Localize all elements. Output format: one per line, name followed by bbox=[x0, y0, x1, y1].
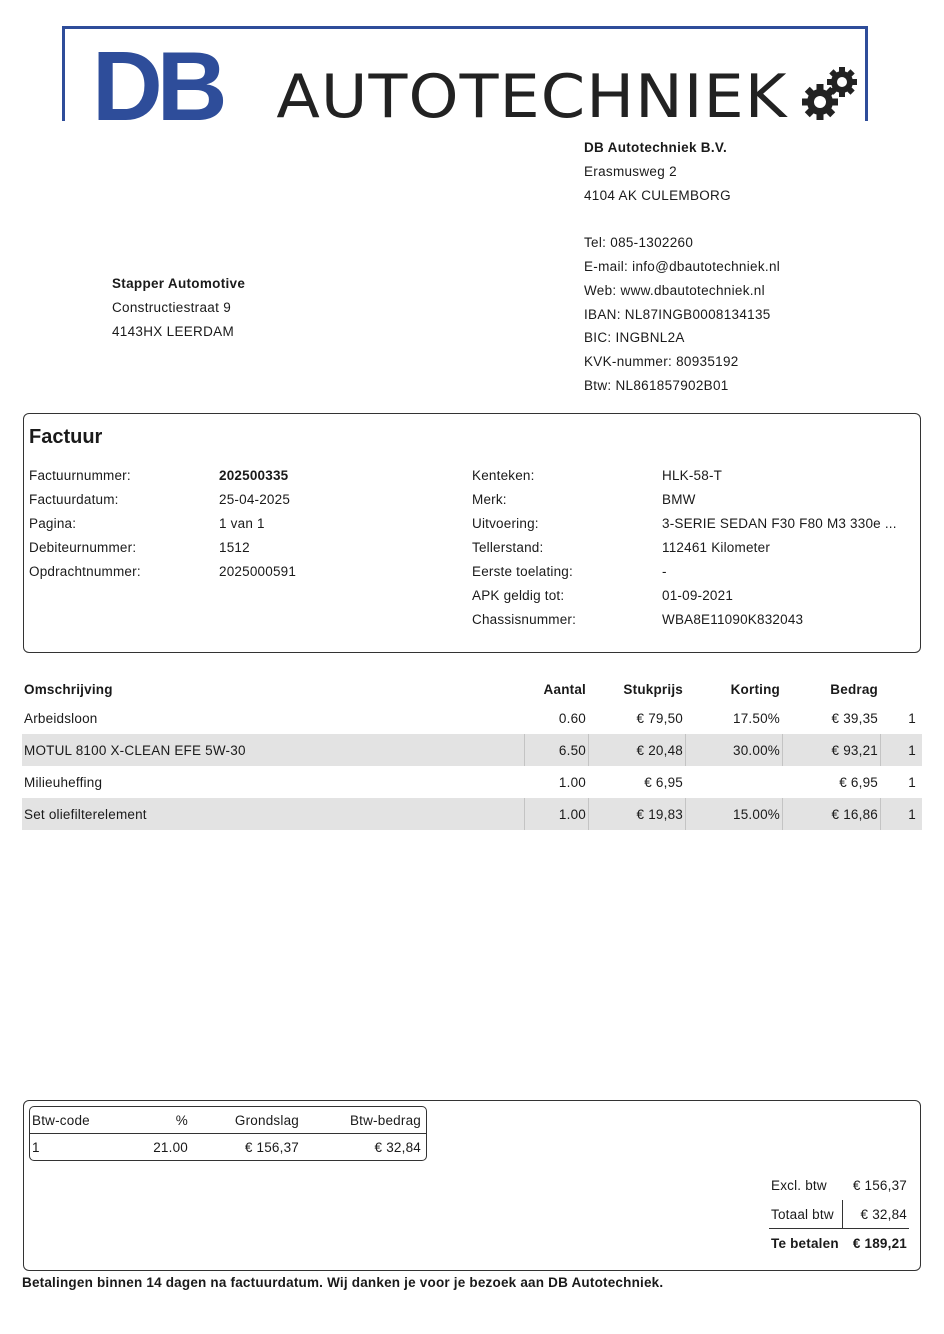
line-quantity: 6.50 bbox=[524, 734, 588, 766]
company-tel: Tel: 085-1302260 bbox=[584, 235, 694, 251]
line-description: MOTUL 8100 X-CLEAN EFE 5W-30 bbox=[24, 742, 246, 758]
invoice-details-box bbox=[23, 413, 921, 653]
line-quantity: 1.00 bbox=[558, 774, 586, 790]
license-plate: HLK-58-T bbox=[662, 468, 723, 483]
customer-city: 4143HX LEERDAM bbox=[112, 323, 235, 339]
invoice-lines-table bbox=[22, 676, 922, 830]
meta-row bbox=[29, 512, 296, 536]
meta-label: Factuurnummer: bbox=[29, 468, 131, 483]
invoice-meta bbox=[29, 464, 296, 584]
meta-label: Opdrachtnummer: bbox=[29, 564, 141, 579]
vehicle-row bbox=[472, 464, 897, 488]
table-row bbox=[22, 798, 922, 830]
vehicle-label: Merk: bbox=[472, 492, 507, 507]
vehicle-row bbox=[472, 608, 897, 632]
vat-row bbox=[30, 1134, 426, 1161]
company-btw: Btw: NL861857902B01 bbox=[584, 377, 729, 393]
line-amount: € 16,86 bbox=[782, 798, 880, 830]
total-vat-label: Totaal btw bbox=[769, 1200, 843, 1228]
invoice-date: 25-04-2025 bbox=[219, 492, 291, 507]
header-amount: Bedrag bbox=[830, 681, 878, 697]
vehicle-row bbox=[472, 560, 897, 584]
company-iban: IBAN: NL87INGB0008134135 bbox=[584, 306, 771, 322]
line-vat-code: 1 bbox=[880, 798, 922, 830]
line-discount: 30.00% bbox=[685, 734, 782, 766]
gears-icon bbox=[802, 64, 862, 124]
header-description: Omschrijving bbox=[24, 681, 113, 697]
customer-address bbox=[112, 272, 245, 343]
invoice-title: Factuur bbox=[29, 426, 103, 448]
total-vat-value: € 32,84 bbox=[860, 1206, 907, 1222]
vehicle-details bbox=[472, 464, 897, 632]
company-street: Erasmusweg 2 bbox=[584, 163, 677, 179]
table-row bbox=[22, 766, 922, 798]
line-vat-code: 1 bbox=[908, 774, 916, 790]
vat-header-base: Grondslag bbox=[234, 1112, 299, 1128]
logo-autotechniek-text: AUTOTECHNIEK bbox=[270, 64, 794, 130]
vehicle-model: 3-SERIE SEDAN F30 F80 M3 330e ... bbox=[662, 516, 897, 531]
invoice-sums bbox=[769, 1171, 909, 1258]
line-vat-code: 1 bbox=[880, 734, 922, 766]
line-unit-price: € 79,50 bbox=[636, 710, 683, 726]
vat-base: € 156,37 bbox=[244, 1140, 299, 1155]
line-unit-price: € 20,48 bbox=[588, 734, 685, 766]
sum-excl-row bbox=[769, 1171, 909, 1200]
debtor-number: 1512 bbox=[219, 540, 250, 555]
company-email: E-mail: info@dbautotechniek.nl bbox=[584, 258, 781, 274]
vehicle-row bbox=[472, 512, 897, 536]
line-discount bbox=[685, 766, 782, 798]
vehicle-row bbox=[472, 536, 897, 560]
customer-name: Stapper Automotive bbox=[112, 276, 246, 291]
chassis-number: WBA8E11090K832043 bbox=[662, 612, 804, 627]
line-description: Arbeidsloon bbox=[24, 710, 98, 726]
line-vat-code: 1 bbox=[908, 710, 916, 726]
vat-header-code: Btw-code bbox=[32, 1112, 90, 1128]
vehicle-label: Kenteken: bbox=[472, 468, 535, 483]
vehicle-label: APK geldig tot: bbox=[472, 588, 565, 603]
amount-due-value: € 189,21 bbox=[852, 1236, 907, 1251]
meta-row bbox=[29, 560, 296, 584]
vehicle-label: Chassisnummer: bbox=[472, 612, 577, 627]
table-row bbox=[22, 702, 922, 734]
line-amount: € 93,21 bbox=[782, 734, 880, 766]
meta-row bbox=[29, 464, 296, 488]
sum-total-row bbox=[769, 1229, 909, 1258]
line-unit-price: € 6,95 bbox=[644, 774, 683, 790]
company-web: Web: www.dbautotechniek.nl bbox=[584, 282, 765, 298]
line-quantity: 0.60 bbox=[558, 710, 586, 726]
vehicle-label: Tellerstand: bbox=[472, 540, 544, 555]
invoice-number: 202500335 bbox=[219, 468, 289, 483]
meta-row bbox=[29, 536, 296, 560]
company-bic: BIC: INGBNL2A bbox=[584, 330, 685, 346]
vat-header-amount: Btw-bedrag bbox=[349, 1112, 421, 1128]
table-row bbox=[22, 734, 922, 766]
line-description: Milieuheffing bbox=[24, 774, 103, 790]
header-unit-price: Stukprijs bbox=[623, 681, 683, 697]
totals-box bbox=[23, 1100, 921, 1271]
excl-vat-label: Excl. btw bbox=[771, 1178, 827, 1193]
company-name: DB Autotechniek B.V. bbox=[584, 140, 728, 155]
vat-header-percent: % bbox=[175, 1112, 188, 1128]
company-city: 4104 AK CULEMBORG bbox=[584, 187, 731, 203]
order-number: 2025000591 bbox=[219, 564, 297, 579]
line-description: Set oliefilterelement bbox=[24, 806, 147, 822]
sum-vat-row bbox=[769, 1200, 909, 1229]
meta-label: Debiteurnummer: bbox=[29, 540, 137, 555]
line-quantity: 1.00 bbox=[524, 798, 588, 830]
company-logo bbox=[62, 24, 872, 141]
vat-code: 1 bbox=[32, 1140, 40, 1155]
odometer: 112461 Kilometer bbox=[662, 540, 771, 555]
line-unit-price: € 19,83 bbox=[588, 798, 685, 830]
vehicle-label: Uitvoering: bbox=[472, 516, 539, 531]
logo-db-text: DB bbox=[92, 38, 226, 134]
vehicle-row bbox=[472, 584, 897, 608]
vat-percent: 21.00 bbox=[153, 1140, 188, 1155]
table-header bbox=[22, 676, 922, 702]
company-address bbox=[584, 136, 780, 398]
vehicle-row bbox=[472, 488, 897, 512]
vat-header-row bbox=[30, 1107, 426, 1134]
vat-table bbox=[29, 1106, 427, 1161]
line-discount: 17.50% bbox=[733, 710, 780, 726]
vat-amount: € 32,84 bbox=[374, 1140, 421, 1155]
vehicle-label: Eerste toelating: bbox=[472, 564, 573, 579]
excl-vat-value: € 156,37 bbox=[852, 1178, 907, 1193]
company-kvk: KVK-nummer: 80935192 bbox=[584, 354, 739, 370]
payment-terms: Betalingen binnen 14 dagen na factuurdatum. Wij danken je voor je bezoek aan DB Autotechniek. bbox=[22, 1275, 664, 1290]
customer-street: Constructiestraat 9 bbox=[112, 299, 231, 315]
meta-label: Factuurdatum: bbox=[29, 492, 119, 507]
page-number: 1 van 1 bbox=[219, 516, 265, 531]
vehicle-make: BMW bbox=[662, 492, 696, 507]
line-discount: 15.00% bbox=[685, 798, 782, 830]
first-registration: - bbox=[662, 564, 667, 579]
apk-valid-until: 01-09-2021 bbox=[662, 588, 734, 603]
header-quantity: Aantal bbox=[543, 681, 586, 697]
line-amount: € 39,35 bbox=[831, 710, 878, 726]
meta-label: Pagina: bbox=[29, 516, 77, 531]
header-discount: Korting bbox=[730, 681, 780, 697]
amount-due-label: Te betalen bbox=[771, 1236, 839, 1251]
meta-row bbox=[29, 488, 296, 512]
line-amount: € 6,95 bbox=[839, 774, 878, 790]
